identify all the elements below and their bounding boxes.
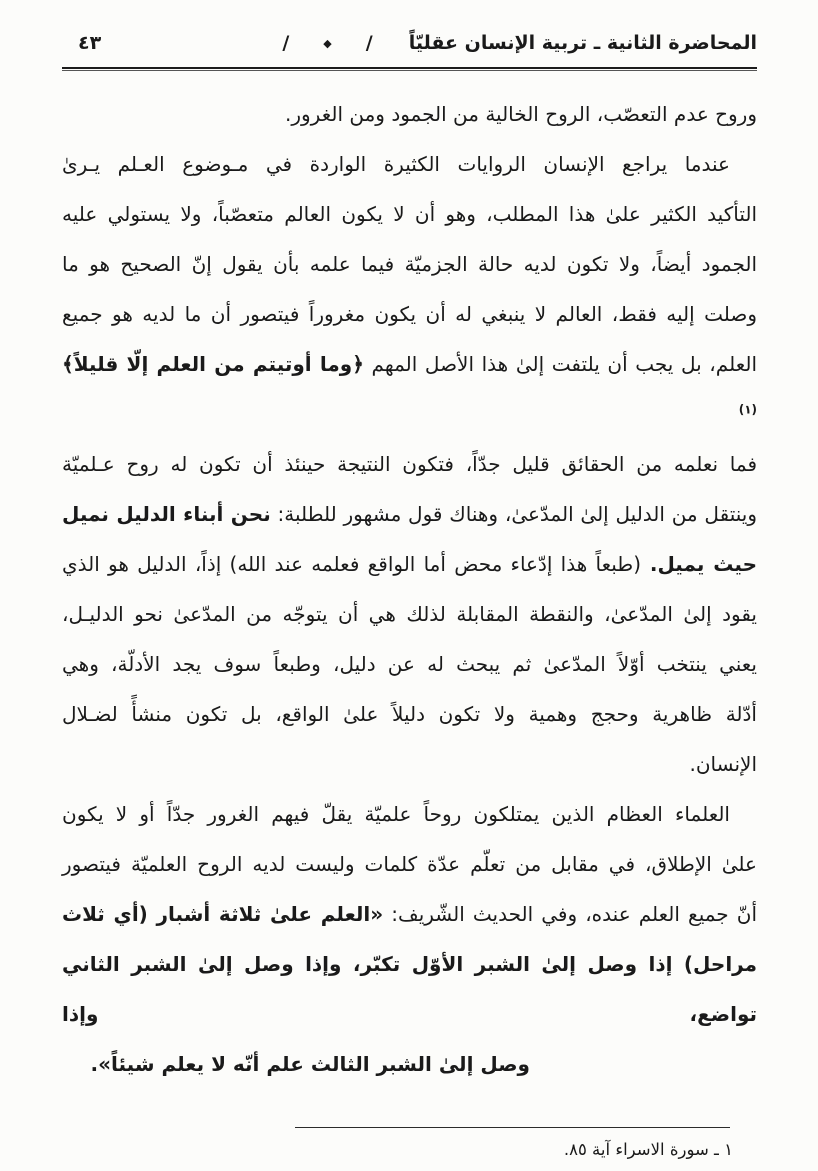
text-line	[62, 439, 757, 489]
body-text-segment: يقود إلىٰ المدّعىٰ، والنقطة المقابلة لذلك هي أن يتوجّه من المدّعىٰ نحو الدليـل،	[62, 602, 757, 626]
text-line	[62, 539, 757, 589]
body-text-segment: وصلت إليه فقط، العالم لا ينبغي له أن يكون مغروراً فيتصور أن ما لديه هو جميع	[62, 302, 757, 326]
body-text-segment: الجمود أيضاً، ولا تكون لديه حالة الجزميّة فيما علمه بأن يقول إنّ الصحيح هو ما	[62, 252, 757, 276]
footnote-area	[62, 1127, 757, 1163]
page-header	[62, 24, 757, 62]
slash-ornament-left: /	[282, 32, 290, 54]
slash-ornament-right: /	[365, 32, 373, 54]
text-line	[62, 689, 757, 739]
body-text-segment: وينتقل من الدليل إلىٰ المدّعىٰ، وهناك قول مشهور للطلبة:	[270, 502, 757, 526]
body-text-segment: عندما يراجع الإنسان الروايات الكثيرة الواردة في مـوضوع العـلم يـرىٰ	[62, 152, 730, 176]
body-text-segment: يعني ينتخب أوّلاً المدّعىٰ ثم يبحث له عن دليل، وطبعاً سوف يجد الأدلّة، وهي	[62, 652, 757, 676]
body-text-segment: أدّلة ظاهرية وحجج وهمية ولا تكون دليلاً علىٰ الواقع، بل تكون منشأً لضـلال	[62, 702, 757, 726]
body-text-segment: العلماء العظام الذين يمتلكون روحاً علميّة يقلّ فيهم الغرور جدّاً أو لا يكون	[62, 802, 730, 826]
header-ornament-group	[282, 32, 372, 54]
text-line	[62, 339, 757, 439]
body-text-segment: (طبعاً هذا إدّعاء محض أما الواقع فعلمه عند الله) إذاً، الدليل هو الذي	[62, 552, 642, 576]
text-line	[62, 239, 757, 289]
footnote-marker: (١)	[738, 402, 757, 417]
footnote-rule	[295, 1127, 730, 1128]
emphasized-text: ﴿وما أوتيتم من العلم إلّا قليلاً﴾	[62, 352, 364, 376]
text-line	[62, 139, 757, 189]
text-line	[62, 789, 757, 839]
emphasized-text: «العلم علىٰ ثلاثة أشبار (أي ثلاث	[62, 902, 384, 926]
text-line	[62, 89, 757, 139]
text-line	[62, 189, 757, 239]
footnote-text: ١ ـ سورة الاسراء آية ٨٥.	[563, 1140, 733, 1159]
text-line	[62, 589, 757, 639]
chapter-title: المحاضرة الثانية ـ تربية الإنسان عقليّاً	[408, 32, 757, 54]
body-text-segment: التأكيد الكثير علىٰ هذا المطلب، وهو أن لا يكون العالم متعصّباً، ولا يستولي عليه	[62, 202, 757, 226]
body-text-segment: الإنسان.	[689, 752, 757, 776]
diamond-icon: ◆	[323, 36, 332, 50]
body-text-segment: أنّ جميع العلم عنده، وفي الحديث الشّريف:	[383, 902, 757, 926]
text-line	[62, 289, 757, 339]
emphasized-text: مراحل) إذا وصل إلىٰ الشبر الأوّل تكبّر، وإذا وصل إلىٰ الشبر الثاني تواضع، وإذا	[62, 952, 757, 1026]
text-line	[62, 839, 757, 889]
text-line	[62, 939, 757, 1039]
body-text-segment: فما نعلمه من الحقائق قليل جدّاً، فتكون النتيجة حينئذ أن تكون له روح عـلميّة	[62, 452, 757, 476]
emphasized-text: حيث يميل.	[641, 552, 757, 576]
text-line	[62, 489, 757, 539]
body-text-segment: علىٰ الإطلاق، في مقابل من تعلّم عدّة كلمات وليست لديه الروح العلميّة فيتصور	[62, 852, 757, 876]
text-line	[62, 889, 757, 939]
emphasized-text: نحن أبناء الدليل نميل	[62, 502, 271, 526]
text-line	[62, 639, 757, 689]
page-number: ٤٣	[78, 32, 102, 54]
body-text	[62, 89, 757, 1089]
text-line	[62, 1039, 757, 1089]
body-text-segment: وروح عدم التعصّب، الروح الخالية من الجمود ومن الغرور.	[285, 102, 757, 126]
emphasized-text: وصل إلىٰ الشبر الثالث علم أنّه لا يعلم شيئاً».	[90, 1052, 530, 1076]
header-rule	[62, 67, 757, 71]
body-text-segment: العلم، بل يجب أن يلتفت إلىٰ هذا الأصل المهم	[363, 352, 757, 376]
text-line	[62, 739, 757, 789]
